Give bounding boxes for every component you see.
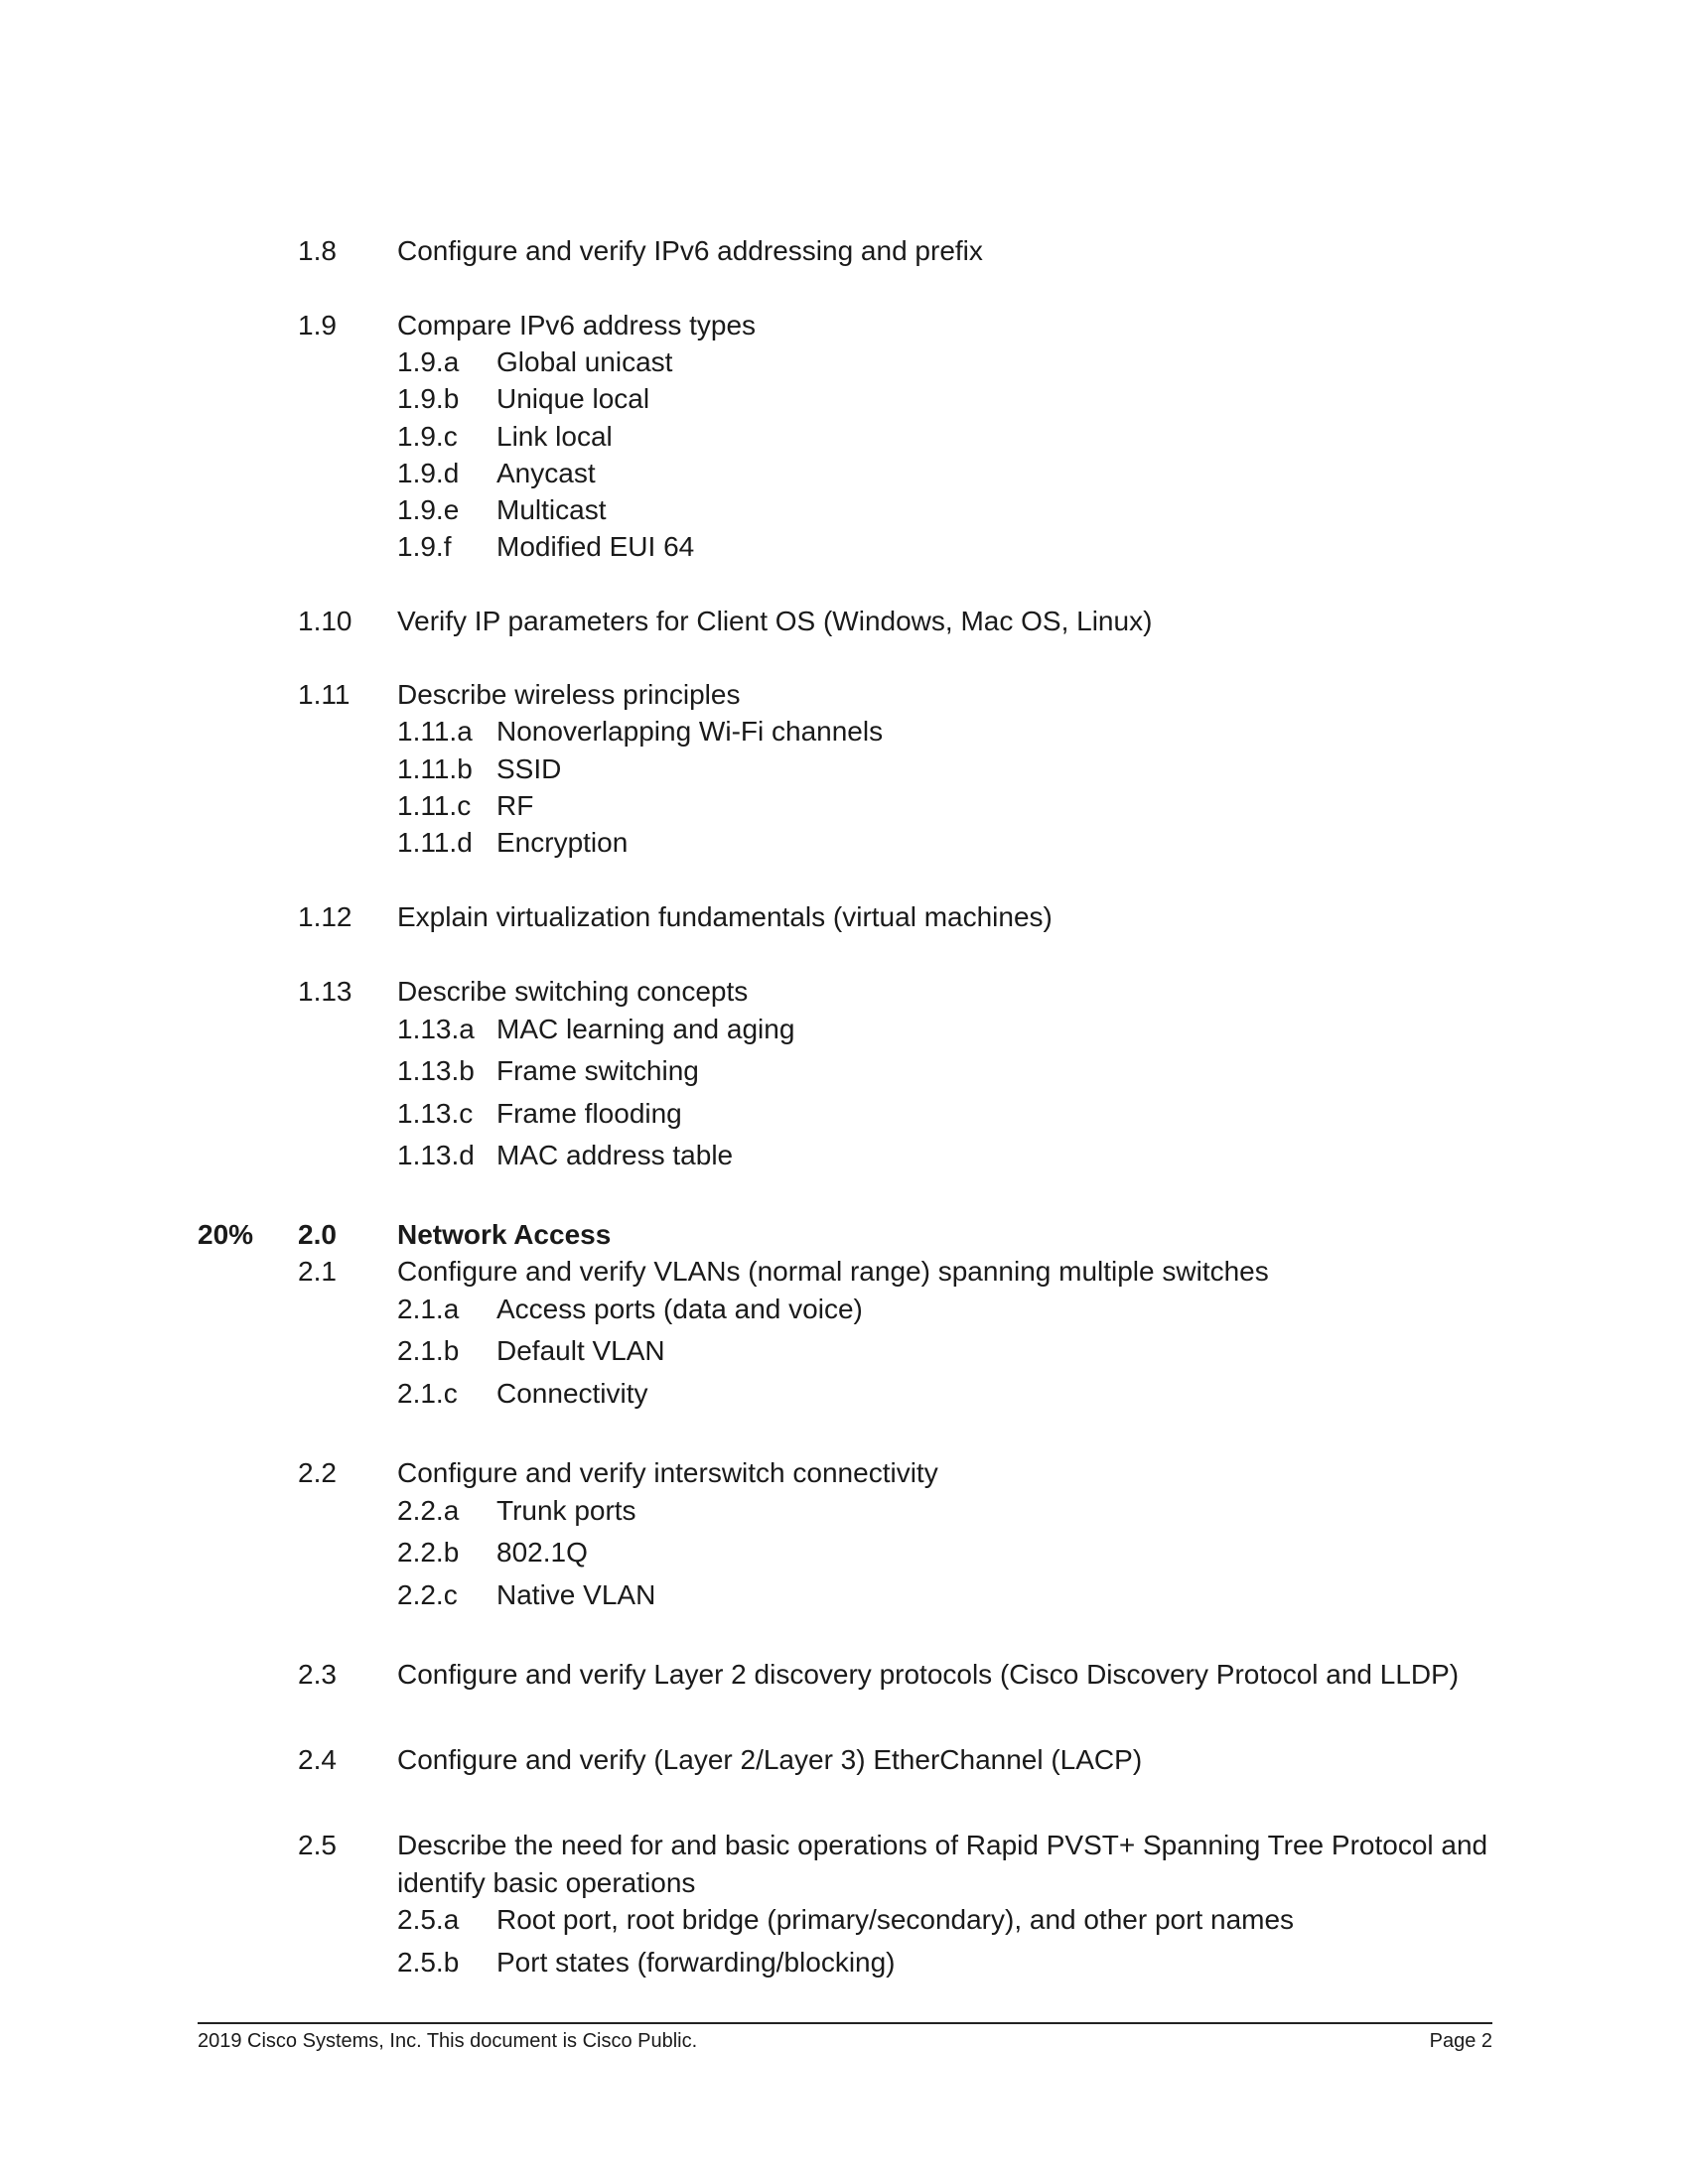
section-row xyxy=(0,1454,1688,1492)
subitem-row xyxy=(0,1375,1688,1413)
subitem-number: 2.5.a xyxy=(397,1904,460,1935)
domain-title: Network Access xyxy=(397,1219,612,1250)
subitem-row xyxy=(0,824,1688,862)
subitem-text: Trunk ports xyxy=(496,1495,636,1526)
subitem-text: Native VLAN xyxy=(496,1579,656,1610)
subitem-row xyxy=(0,380,1688,418)
section-number: 1.8 xyxy=(298,235,337,266)
section-row xyxy=(0,232,1688,270)
subitem-text: 802.1Q xyxy=(496,1537,588,1568)
section-number: 1.11 xyxy=(298,679,351,710)
subitem-text: RF xyxy=(496,790,534,821)
subitem-number: 1.9.e xyxy=(397,494,460,525)
subitem-text: MAC learning and aging xyxy=(496,1014,795,1044)
subitem-text: Frame switching xyxy=(496,1055,699,1086)
subitem-text: Modified EUI 64 xyxy=(496,531,695,562)
subitem-row xyxy=(0,713,1688,751)
subitem-row xyxy=(0,528,1688,566)
subitem-text: Encryption xyxy=(496,827,629,858)
subitem-number: 1.11.b xyxy=(397,753,473,784)
section-row xyxy=(0,603,1688,640)
subitem-text: Connectivity xyxy=(496,1378,648,1409)
section-text-continuation: identify basic operations xyxy=(397,1867,696,1898)
subitem-row xyxy=(0,1901,1688,1939)
subitem-number: 1.9.b xyxy=(397,383,460,414)
subitem-number: 2.5.b xyxy=(397,1947,460,1978)
section-text: Explain virtualization fundamentals (virtual machines) xyxy=(397,901,1053,932)
subitem-text: Unique local xyxy=(496,383,650,414)
footer-page-number: Page 2 xyxy=(1429,2030,1492,2052)
section-text: Verify IP parameters for Client OS (Windows, Mac OS, Linux) xyxy=(397,606,1153,636)
subitem-text: Default VLAN xyxy=(496,1335,665,1366)
subitem-number: 1.11.c xyxy=(397,790,472,821)
section-row xyxy=(0,1253,1688,1291)
subitem-row xyxy=(0,1576,1688,1614)
subitem-number: 2.2.b xyxy=(397,1537,460,1568)
subitem-row xyxy=(0,1492,1688,1530)
section-text: Configure and verify (Layer 2/Layer 3) EtherChannel (LACP) xyxy=(397,1744,1143,1775)
section-text: Configure and verify Layer 2 discovery protocols (Cisco Discovery Protocol and LLDP) xyxy=(397,1659,1460,1690)
subitem-text: SSID xyxy=(496,753,562,784)
section-text: Compare IPv6 address types xyxy=(397,310,757,341)
subitem-row xyxy=(0,1332,1688,1370)
section-row xyxy=(0,1827,1688,1864)
subitem-text: Port states (forwarding/blocking) xyxy=(496,1947,896,1978)
subitem-row xyxy=(0,343,1688,381)
subitem-number: 1.11.a xyxy=(397,716,473,747)
section-number: 2.2 xyxy=(298,1457,337,1488)
subitem-row xyxy=(0,1944,1688,1981)
section-text: Describe wireless principles xyxy=(397,679,741,710)
subitem-number: 2.1.a xyxy=(397,1294,460,1324)
section-row xyxy=(0,307,1688,344)
section-row xyxy=(0,898,1688,936)
subitem-number: 2.2.a xyxy=(397,1495,460,1526)
section-text: Configure and verify interswitch connectivity xyxy=(397,1457,938,1488)
subitem-text: Nonoverlapping Wi-Fi channels xyxy=(496,716,884,747)
section-number: 2.1 xyxy=(298,1256,337,1287)
subitem-text: Link local xyxy=(496,421,613,452)
subitem-number: 2.2.c xyxy=(397,1579,458,1610)
section-text: Configure and verify VLANs (normal range) spanning multiple switches xyxy=(397,1256,1269,1287)
subitem-text: Anycast xyxy=(496,458,596,488)
section-row-continuation xyxy=(0,1864,1688,1902)
subitem-number: 2.1.b xyxy=(397,1335,460,1366)
domain-weight: 20% xyxy=(198,1219,254,1250)
subitem-row xyxy=(0,1137,1688,1174)
section-row xyxy=(0,973,1688,1011)
subitem-text: Frame flooding xyxy=(496,1098,682,1129)
subitem-row xyxy=(0,751,1688,788)
subitem-row xyxy=(0,1095,1688,1133)
subitem-number: 1.9.c xyxy=(397,421,458,452)
subitem-row xyxy=(0,787,1688,825)
section-number: 2.5 xyxy=(298,1830,337,1860)
subitem-number: 1.13.c xyxy=(397,1098,474,1129)
subitem-row xyxy=(0,1052,1688,1090)
section-number: 1.9 xyxy=(298,310,337,341)
section-number: 1.10 xyxy=(298,606,352,636)
subitem-text: Root port, root bridge (primary/secondary), and other port names xyxy=(496,1904,1295,1935)
section-number: 1.13 xyxy=(298,976,352,1007)
domain-heading xyxy=(0,1216,1688,1254)
section-row xyxy=(0,676,1688,714)
subitem-text: Access ports (data and voice) xyxy=(496,1294,863,1324)
subitem-number: 1.13.a xyxy=(397,1014,475,1044)
subitem-row xyxy=(0,1011,1688,1048)
subitem-row xyxy=(0,1534,1688,1571)
subitem-number: 1.9.a xyxy=(397,346,460,377)
section-number: 2.3 xyxy=(298,1659,337,1690)
section-text: Configure and verify IPv6 addressing and prefix xyxy=(397,235,983,266)
subitem-row xyxy=(0,418,1688,456)
subitem-number: 1.9.d xyxy=(397,458,460,488)
section-row xyxy=(0,1656,1688,1694)
section-text: Describe the need for and basic operations of Rapid PVST+ Spanning Tree Protocol and xyxy=(397,1830,1488,1860)
footer-divider xyxy=(198,2022,1492,2024)
footer-copyright: 2019 Cisco Systems, Inc. This document is Cisco Public. xyxy=(198,2030,698,2052)
domain-number: 2.0 xyxy=(298,1219,337,1250)
section-row xyxy=(0,1741,1688,1779)
section-text: Describe switching concepts xyxy=(397,976,749,1007)
subitem-row xyxy=(0,1291,1688,1328)
subitem-number: 1.11.d xyxy=(397,827,473,858)
subitem-number: 1.13.b xyxy=(397,1055,475,1086)
subitem-text: MAC address table xyxy=(496,1140,734,1170)
subitem-row xyxy=(0,491,1688,529)
subitem-text: Global unicast xyxy=(496,346,673,377)
subitem-row xyxy=(0,455,1688,492)
subitem-number: 1.9.f xyxy=(397,531,452,562)
subitem-text: Multicast xyxy=(496,494,607,525)
subitem-number: 1.13.d xyxy=(397,1140,475,1170)
section-number: 2.4 xyxy=(298,1744,337,1775)
section-number: 1.12 xyxy=(298,901,352,932)
subitem-number: 2.1.c xyxy=(397,1378,458,1409)
